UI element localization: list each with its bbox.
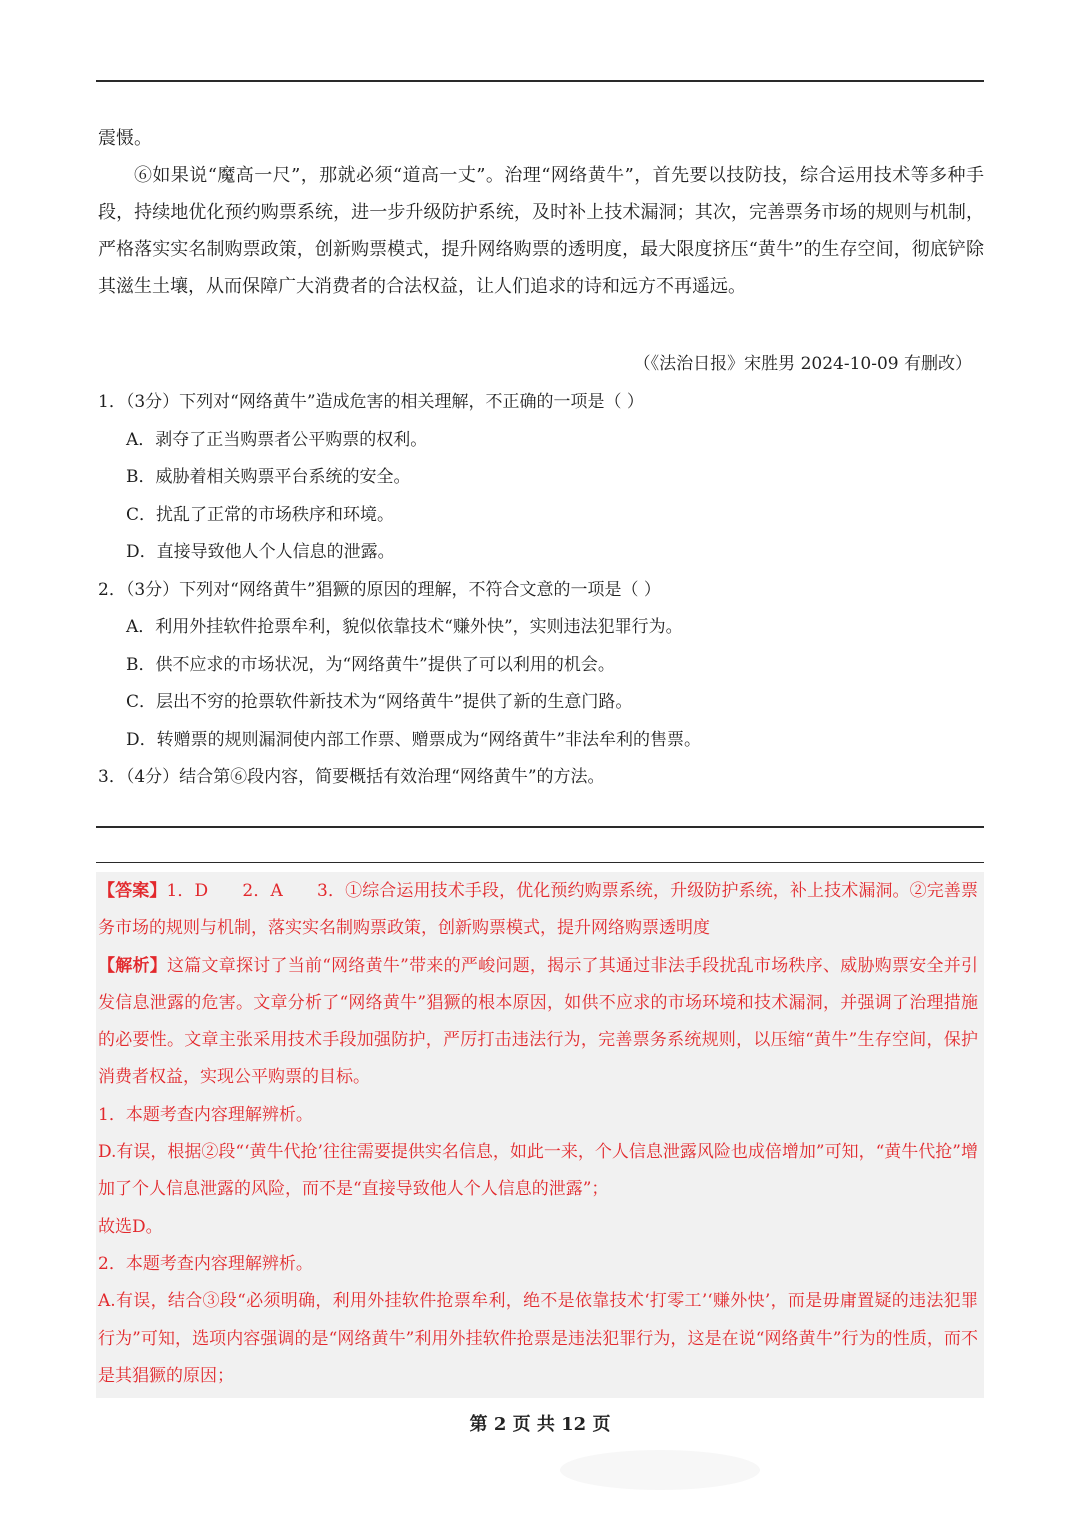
analysis-line-4: 2．本题考查内容理解辨析。: [98, 1253, 313, 1274]
divider-rule-2: [96, 862, 984, 863]
question-1-option-a: A．剥夺了正当购票者公平购票的权利。: [126, 429, 428, 450]
question-2-option-d: D．转赠票的规则漏洞使内部工作票、赠票成为“网络黄牛”非法牟利的售票。: [126, 729, 702, 750]
question-1: 1．（3分）下列对“网络黄牛”造成危害的相关理解，不正确的一项是（ ）: [98, 392, 644, 412]
questions-section: [98, 384, 984, 797]
question-1-option-b: B．威胁着相关购票平台系统的安全。: [126, 467, 411, 487]
question-1-option-c: C．扰乱了正常的市场秩序和环境。: [126, 504, 395, 525]
scan-smudge: [560, 1450, 760, 1490]
answer-text: 1．D 2．A 3．①综合运用技术手段，优化预约购票系统，升级防护系统，补上技术漏洞。②完善票务市场的规则与机制，落实实名制购票政策，创新购票模式，提升网络购票透明度: [98, 881, 978, 939]
source-citation: （《法治日报》宋胜男 2024-10-09 有删改）: [633, 354, 972, 374]
answer-section: [98, 873, 978, 1395]
analysis-line-2: D.有误，根据②段“‘黄牛代抢’往往需要提供实名信息，如此一来，个人信息泄露风险也成倍增加”可知，“黄牛代抢”增加了个人信息泄露的风险，而不是“直接导致他人个人信息的泄露”；: [98, 1142, 978, 1200]
question-2-option-c: C．层出不穷的抢票软件新技术为“网络黄牛”提供了新的生意门路。: [126, 692, 633, 712]
question-2-option-b: B．供不应求的市场状况，为“网络黄牛”提供了可以利用的机会。: [126, 654, 615, 675]
question-1-option-d: D．直接导致他人个人信息的泄露。: [126, 542, 395, 562]
answer-paragraph: [98, 873, 978, 948]
question-3: 3．（4分）结合第⑥段内容，简要概括有效治理“网络黄牛”的方法。: [98, 767, 605, 787]
question-2-option-a: A．利用外挂软件抢票牟利，貌似依靠技术“赚外快”，实则违法犯罪行为。: [126, 617, 683, 637]
passage: [98, 120, 984, 305]
answer-tag: 【答案】: [98, 881, 167, 901]
analysis-line-3: 故选D。: [98, 1216, 163, 1237]
analysis-text: 这篇文章探讨了当前“网络黄牛”带来的严峻问题，揭示了其通过非法手段扰乱市场秩序、威胁购票安全并引发信息泄露的危害。文章分析了“网络黄牛”猖獗的根本原因，如供不应求的市场环境和技术漏洞，并强调了治理措施的必要性。文章主张采用技术手段加强防护，严厉打击违法行为，完善票务系统规则，以压缩“黄牛”生存空间，保护消费者权益，实现公平购票的目标。: [98, 955, 979, 1088]
analysis-line-1: 1．本题考查内容理解辨析。: [98, 1104, 313, 1125]
analysis-paragraph: [98, 948, 978, 1097]
passage-continuation: 震慑。: [98, 128, 152, 149]
analysis-tag: 【解析】: [98, 955, 167, 976]
analysis-line-5: A.有误，结合③段“必须明确，利用外挂软件抢票牟利，绝不是依靠技术‘打零工’‘赚外快’，而是毋庸置疑的违法犯罪行为”可知，选项内容强调的是“网络黄牛”利用外挂软件抢票是违法犯罪行为，这是在说“网络黄牛”行为的性质，而不是其猖獗的原因；: [98, 1291, 978, 1386]
top-rule: [96, 80, 984, 82]
question-2: 2．（3分）下列对“网络黄牛”猖獗的原因的理解，不符合文意的一项是（ ）: [98, 579, 661, 600]
page-number: 第 2 页 共 12 页: [469, 1414, 611, 1435]
paragraph-6: ⑥如果说“魔高一尺”，那就必须“道高一丈”。治理“网络黄牛”，首先要以技防技，综合运用技术等多种手段，持续地优化预约购票系统，进一步升级防护系统，及时补上技术漏洞；其次，完善票务市场的规则与机制，严格落实实名制购票政策，创新购票模式，提升网络购票的透明度，最大限度挤压“黄牛”的生存空间，彻底铲除其滋生土壤，从而保障广大消费者的合法权益，让人们追求的诗和远方不再遥远。: [98, 165, 984, 297]
divider-rule-1: [96, 826, 984, 828]
